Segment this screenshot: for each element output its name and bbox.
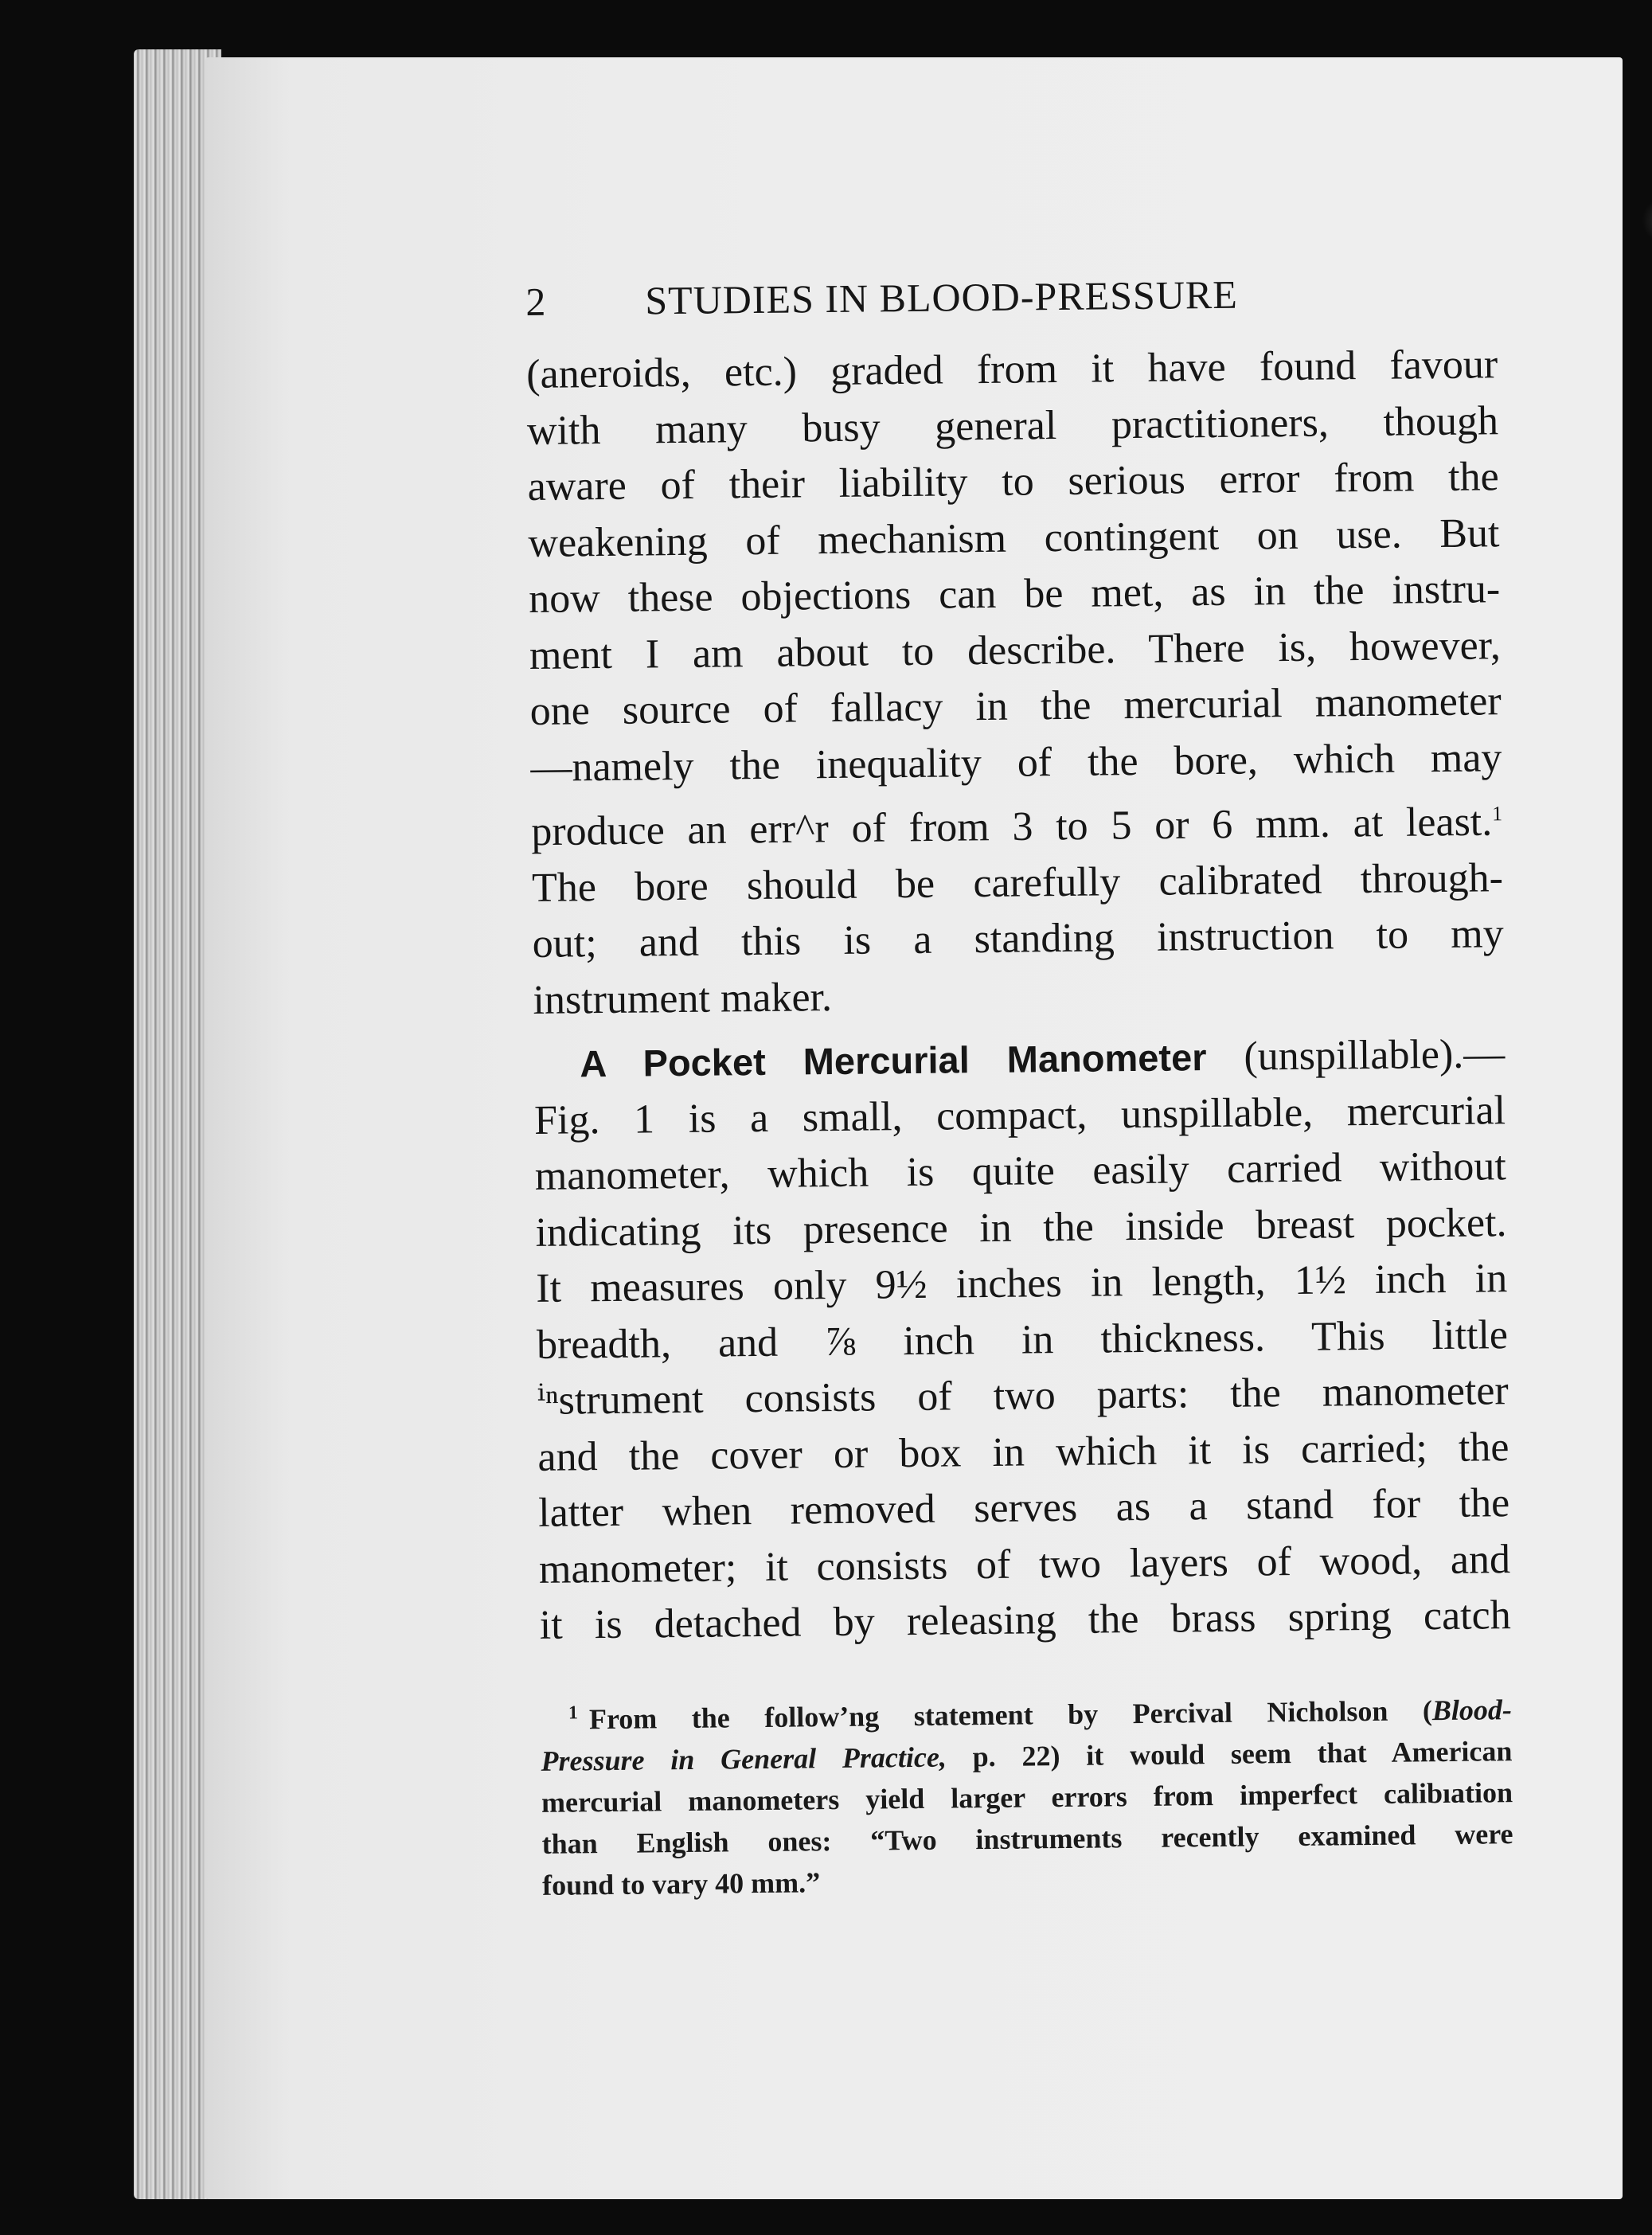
- text-line: Fig. 1 is a small, compact, unspillable, mercurial: [533, 1087, 1506, 1143]
- paragraph-1: [526, 337, 1505, 1029]
- text-line: The bore should be carefully calibrated through-: [531, 855, 1504, 911]
- footnote-italic: Blood-: [1431, 1693, 1513, 1726]
- text-line: and the cover or box in which it is carried; the: [537, 1424, 1509, 1480]
- text-line: (aneroids, etc.) graded from it have found favour: [525, 342, 1498, 397]
- section-title-suffix: (unspillable).—: [1206, 1031, 1506, 1080]
- text-line: latter when removed serves as a stand for the: [537, 1480, 1510, 1537]
- text-line: breadth, and ⅞ inch in thickness. This little: [536, 1311, 1509, 1368]
- text-line-content: produce an err^r of from 3 to 5 or 6 mm. at least.: [530, 799, 1493, 855]
- text-line: indicating its presence in the inside breast pocket.: [535, 1199, 1507, 1256]
- text-line: out; and this is a standing instruction to my: [532, 911, 1504, 967]
- text-line: weakening of mechanism contingent on use. But: [528, 510, 1500, 566]
- footnote-reference: 1: [1491, 802, 1503, 826]
- section-heading-line: [533, 1027, 1506, 1093]
- page-content: [525, 268, 1513, 1905]
- text-line: —namely the inequality of the bore, which may: [530, 734, 1502, 791]
- text-line: It measures only 9½ inches in length, 1½ inch in: [535, 1256, 1508, 1312]
- footnote-line: than English ones: “Two instruments recently examined were: [541, 1817, 1513, 1860]
- text-line: manometer, which is quite easily carried without: [534, 1143, 1507, 1200]
- text-line: now these objections can be met, as in the instru-: [528, 566, 1501, 622]
- text-line: manometer; it consists of two layers of wood, and: [538, 1536, 1511, 1592]
- text-line: it is detached by releasing the brass spring catch: [539, 1592, 1511, 1649]
- text-line: ment I am about to describe. There is, however,: [529, 622, 1502, 678]
- footnote-line: found to vary 40 mm.”: [541, 1866, 821, 1901]
- footnote-text: p. 22) it would seem that American: [946, 1734, 1513, 1773]
- running-title: STUDIES IN BLOOD-PRESSURE: [645, 272, 1239, 323]
- text-line: ⁱⁿstrument consists of two parts: the manometer: [537, 1368, 1509, 1424]
- footnote-line: mercurial manometers yield larger errors from imperfect calibıation: [541, 1776, 1513, 1819]
- footnote-italic: Pressure in General Practice,: [541, 1741, 947, 1777]
- section-title: A Pocket Mercurial Manometer: [580, 1036, 1207, 1085]
- running-head: [525, 268, 1498, 325]
- footnote-text: From the follow’ng statement by Percival Nicholson (: [588, 1694, 1433, 1736]
- text-line-with-footnote: [531, 786, 1503, 861]
- page-number: 2: [525, 279, 547, 324]
- footnote: [541, 1682, 1514, 1906]
- text-line: with many busy general practitioners, though: [526, 397, 1499, 454]
- paragraph-2: [533, 1027, 1511, 1655]
- text-line: instrument maker.: [533, 974, 833, 1023]
- text-line: aware of their liability to serious error from the: [527, 454, 1499, 510]
- footnote-marker: 1: [568, 1702, 579, 1724]
- ink-smudge: [1638, 201, 1652, 240]
- text-line: one source of fallacy in the mercurial manometer: [529, 678, 1502, 734]
